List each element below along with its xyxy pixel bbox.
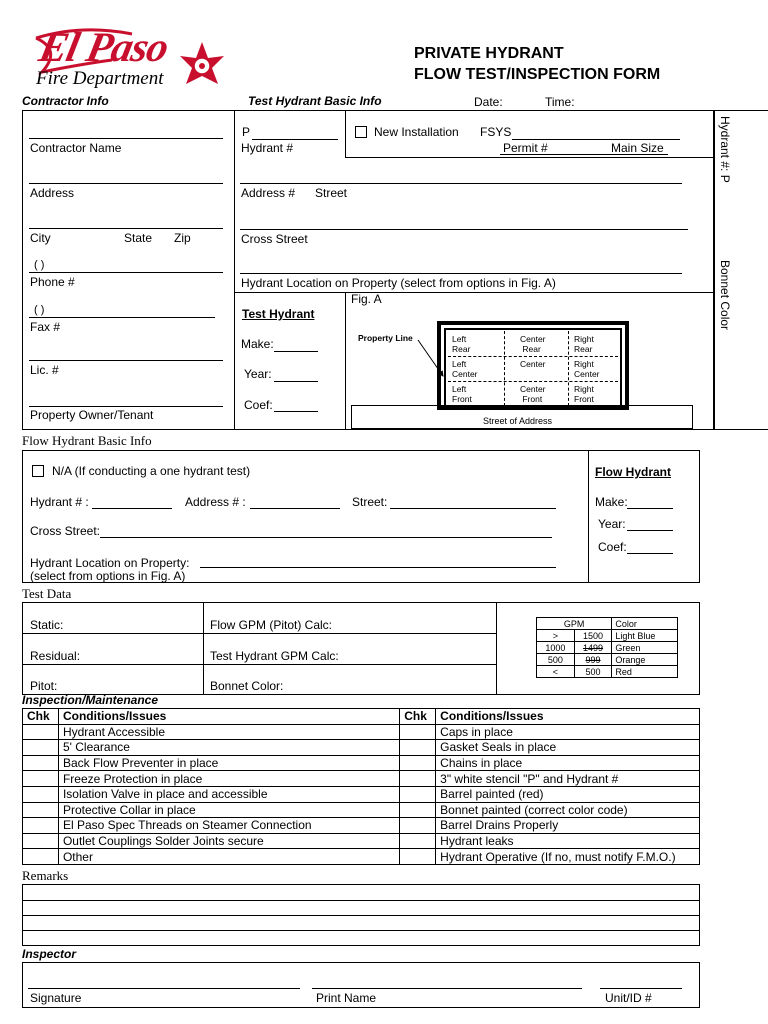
- condition-left: Isolation Valve in place and accessible: [58, 786, 399, 802]
- check-cell[interactable]: [400, 802, 436, 818]
- unit-id-label: Unit/ID #: [605, 991, 652, 1005]
- table-row: [23, 802, 700, 818]
- phone-label: Phone #: [30, 275, 75, 289]
- check-cell[interactable]: [23, 802, 59, 818]
- check-cell[interactable]: [400, 818, 436, 834]
- bonnet-color-label: Bonnet Color:: [210, 679, 284, 693]
- chk-header-right: Chk: [400, 709, 436, 725]
- check-cell[interactable]: [23, 771, 59, 787]
- side-bonnet-color: Bonnet Color: [718, 260, 732, 331]
- time-label: Time:: [545, 95, 575, 109]
- table-row: [23, 786, 700, 802]
- flow-gpm-label: Flow GPM (Pitot) Calc:: [210, 618, 333, 632]
- condition-left: Back Flow Preventer in place: [58, 755, 399, 771]
- check-cell[interactable]: [23, 786, 59, 802]
- gpm-max: 1499: [574, 642, 612, 654]
- cell-left-center: Left Center: [452, 359, 478, 379]
- gpm-row: [537, 630, 678, 642]
- flow-location-label: Hydrant Location on Property:: [30, 556, 190, 570]
- flow-cross-street-label: Cross Street:: [30, 524, 101, 538]
- permit-number-label: Permit #: [503, 141, 548, 155]
- table-row: [23, 818, 700, 834]
- condition-right: Hydrant Operative (If no, must notify F.M.O.): [436, 849, 700, 865]
- check-cell[interactable]: [23, 755, 59, 771]
- gpm-min: >: [537, 630, 575, 642]
- check-cell[interactable]: [23, 833, 59, 849]
- gpm-color: Red: [612, 666, 678, 678]
- fsys-label: FSYS: [480, 125, 512, 139]
- remarks-section-heading: Remarks: [22, 868, 69, 883]
- conditions-header-right: Conditions/Issues: [436, 709, 700, 725]
- na-label: N/A (If conducting a one hydrant test): [52, 464, 251, 478]
- flow-street-label: Street:: [352, 495, 388, 509]
- lot-grid: [448, 331, 618, 406]
- cell-right-rear: Right Rear: [574, 334, 594, 354]
- test-cross-street-label: Cross Street: [241, 232, 308, 246]
- flow-address-number-label: Address # :: [185, 495, 246, 509]
- check-cell[interactable]: [400, 755, 436, 771]
- test-hydrant-subheading: Test Hydrant: [242, 307, 315, 321]
- state-label: State: [124, 231, 153, 245]
- flow-hydrant-panel-title: Flow Hydrant: [595, 465, 672, 479]
- print-name-label: Print Name: [316, 991, 377, 1005]
- check-cell[interactable]: [400, 740, 436, 756]
- condition-right: Bonnet painted (correct color code): [436, 802, 700, 818]
- cell-left-front: Left Front: [452, 384, 472, 404]
- condition-right: Gasket Seals in place: [436, 740, 700, 756]
- test-street-label: Street: [315, 186, 348, 200]
- cell-center-rear: Center Rear: [520, 334, 546, 354]
- city-label: City: [30, 231, 51, 245]
- cell-left-rear: Left Rear: [452, 334, 471, 354]
- gpm-min: 500: [537, 654, 575, 666]
- test-hydrant-number-label: Hydrant #: [241, 141, 294, 155]
- gpm-min: <: [537, 666, 575, 678]
- logo-text: El Paso: [35, 25, 173, 71]
- hydrant-p-prefix: P: [242, 125, 251, 139]
- department-name: Fire Department: [36, 68, 164, 89]
- check-cell[interactable]: [400, 771, 436, 787]
- cell-center: Center: [520, 359, 546, 369]
- check-cell[interactable]: [23, 849, 59, 865]
- table-row: [23, 755, 700, 771]
- inspector-section-heading: Inspector: [22, 947, 77, 961]
- table-row: [23, 740, 700, 756]
- static-label: Static:: [30, 618, 64, 632]
- flow-hydrant-number-label: Hydrant # :: [30, 495, 89, 509]
- condition-right: Caps in place: [436, 724, 700, 740]
- check-cell[interactable]: [400, 786, 436, 802]
- test-location-label: Hydrant Location on Property (select from options in Fig. A): [241, 276, 556, 290]
- property-owner-label: Property Owner/Tenant: [30, 408, 154, 422]
- lic-label: Lic. #: [30, 363, 59, 377]
- check-cell[interactable]: [400, 849, 436, 865]
- contractor-info-heading: Contractor Info: [22, 94, 109, 108]
- gpm-max: 500: [574, 666, 612, 678]
- gpm-header: GPM: [537, 618, 612, 630]
- flow-year-label: Year:: [598, 517, 626, 531]
- date-label: Date:: [474, 95, 503, 109]
- condition-right: Chains in place: [436, 755, 700, 771]
- chk-header-left: Chk: [23, 709, 59, 725]
- zip-label: Zip: [174, 231, 191, 245]
- condition-left: Hydrant Accessible: [58, 724, 399, 740]
- test-make-label: Make:: [241, 337, 274, 351]
- side-hydrant-number: Hydrant #: P: [718, 116, 732, 183]
- flow-make-label: Make:: [595, 495, 628, 509]
- flow-location-note: (select from options in Fig. A): [30, 569, 186, 583]
- property-line-arrow-icon: [412, 336, 452, 386]
- condition-right: Barrel Drains Properly: [436, 818, 700, 834]
- address-label: Address: [30, 186, 75, 200]
- inspection-table: [22, 708, 700, 865]
- figure-a-label: Fig. A: [351, 292, 382, 306]
- condition-right: 3" white stencil "P" and Hydrant #: [436, 771, 700, 787]
- test-year-label: Year:: [244, 367, 272, 381]
- gpm-row: [537, 654, 678, 666]
- fire-department-badge-icon: [180, 42, 224, 84]
- check-cell[interactable]: [23, 724, 59, 740]
- gpm-max: 1500: [574, 630, 612, 642]
- gpm-row: [537, 642, 678, 654]
- main-size-label: Main Size: [611, 141, 664, 155]
- fax-label: Fax #: [30, 320, 61, 334]
- street-of-address-label: Street of Address: [483, 416, 553, 426]
- cell-right-front: Right Front: [574, 384, 594, 404]
- condition-right: Barrel painted (red): [436, 786, 700, 802]
- condition-right: Hydrant leaks: [436, 833, 700, 849]
- test-address-number-label: Address #: [241, 186, 296, 200]
- gpm-color-table: [536, 617, 678, 678]
- test-hydrant-info-heading: Test Hydrant Basic Info: [248, 94, 382, 108]
- cell-right-center: Right Center: [574, 359, 600, 379]
- flow-hydrant-section-heading: Flow Hydrant Basic Info: [22, 433, 152, 448]
- signature-label: Signature: [30, 991, 82, 1005]
- conditions-header-left: Conditions/Issues: [58, 709, 399, 725]
- logo: [22, 20, 232, 94]
- table-row: [23, 833, 700, 849]
- pitot-label: Pitot:: [30, 679, 58, 693]
- inspection-section-heading: Inspection/Maintenance: [22, 693, 159, 707]
- property-line-label: Property Line: [358, 333, 413, 343]
- residual-label: Residual:: [30, 649, 81, 663]
- gpm-min: 1000: [537, 642, 575, 654]
- check-cell[interactable]: [23, 740, 59, 756]
- check-cell[interactable]: [400, 724, 436, 740]
- test-coef-label: Coef:: [244, 398, 273, 412]
- cell-center-front: Center Front: [520, 384, 546, 404]
- test-data-section-heading: Test Data: [22, 586, 72, 601]
- form-title-line1: PRIVATE HYDRANT: [414, 45, 564, 62]
- new-installation-label: New Installation: [374, 125, 459, 139]
- condition-left: El Paso Spec Threads on Steamer Connection: [58, 818, 399, 834]
- color-header: Color: [612, 618, 678, 630]
- fax-area-code: ( ): [34, 304, 45, 316]
- contractor-name-label: Contractor Name: [30, 141, 122, 155]
- gpm-color: Green: [612, 642, 678, 654]
- na-checkbox[interactable]: [32, 465, 44, 477]
- gpm-color: Light Blue: [612, 630, 678, 642]
- gpm-color: Orange: [612, 654, 678, 666]
- table-row: [23, 849, 700, 865]
- new-installation-checkbox[interactable]: [355, 126, 367, 138]
- test-gpm-label: Test Hydrant GPM Calc:: [210, 649, 339, 663]
- gpm-max: 999: [574, 654, 612, 666]
- condition-left: Other: [58, 849, 399, 865]
- phone-area-code: ( ): [34, 259, 45, 271]
- table-row: [23, 771, 700, 787]
- condition-left: Outlet Couplings Solder Joints secure: [58, 833, 399, 849]
- condition-left: Protective Collar in place: [58, 802, 399, 818]
- remarks-lines[interactable]: [22, 884, 700, 946]
- check-cell[interactable]: [400, 833, 436, 849]
- condition-left: Freeze Protection in place: [58, 771, 399, 787]
- condition-left: 5' Clearance: [58, 740, 399, 756]
- flow-coef-label: Coef:: [598, 540, 627, 554]
- check-cell[interactable]: [23, 818, 59, 834]
- form-title-line2: FLOW TEST/INSPECTION FORM: [414, 66, 661, 83]
- gpm-row: [537, 666, 678, 678]
- table-row: [23, 724, 700, 740]
